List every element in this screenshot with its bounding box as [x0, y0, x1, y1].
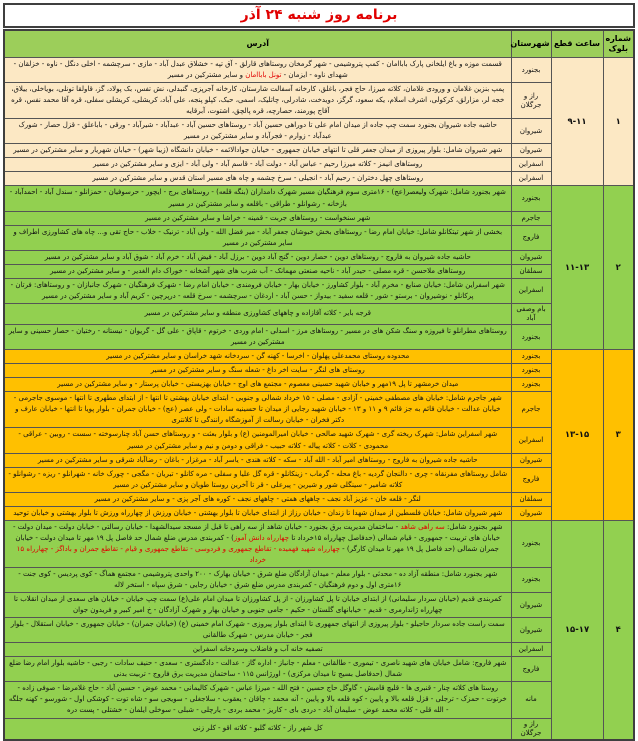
address-cell: [4, 158, 511, 172]
address-text: ) - کمربندی مدرس ضلع شمال حد فاصل پل ۱۹ مهر تا میدان دولت - خیابان جمران شمالی (حد فاصل پل ۱۹ مهر تا میدان کارگر) -: [15, 533, 499, 553]
address-cell: [4, 506, 511, 520]
address-cell: [4, 453, 511, 467]
address-cell: [4, 58, 511, 83]
county-cell: بجنورد: [511, 364, 551, 378]
table-body: [4, 58, 634, 740]
table-row: [4, 506, 634, 520]
county-cell: بجنورد: [511, 350, 551, 364]
address-highlight-text: تونل باباامان: [245, 71, 282, 80]
outage-time-cell: ۱۳-۱۵: [551, 350, 603, 521]
county-cell: شیروان: [511, 250, 551, 264]
county-cell: اسفراین: [511, 643, 551, 657]
table-row: [4, 657, 634, 682]
table-row: [4, 186, 634, 211]
address-cell: [4, 682, 511, 718]
county-cell: بجنورد: [511, 520, 551, 567]
address-cell: [4, 428, 511, 453]
table-row: [4, 225, 634, 250]
table-row: [4, 172, 634, 186]
county-cell: شیروان: [511, 506, 551, 520]
address-cell: [4, 325, 511, 350]
table-row: [4, 593, 634, 618]
address-text: پمپ بنزین غلامان و ورودی غلامان، کلاته میرزا، حاج فجر، باغلق، کارخانه آسفالت شارستان، کارخانه آجرپزی، گنبدلی، نش تفس، بک پولاد، گز، قاولقا تونلی، بویاخلی، ییلاق، خجه لر، مزارلق، کرکولی، اشرف اسلام، یکه سعود، گرگز، دویدخت، شادرلی، چاتلیک، اسمی، حبک، کپلو پنجه، علی آباد، کریشلی، کریشلی سفلی، قره آقا محمد نفس، قره آقاج پورمند، حصارچه، قره پالچق، اشتوت، آبرقایه: [11, 85, 505, 116]
table-row: [4, 144, 634, 158]
outage-time-cell: ۹-۱۱: [551, 58, 603, 186]
table-row: [4, 158, 634, 172]
county-cell: بجنورد: [511, 567, 551, 592]
county-cell: جاجرم: [511, 392, 551, 428]
table-row: [4, 618, 634, 643]
address-cell: [4, 657, 511, 682]
county-cell: اسفراین: [511, 278, 551, 303]
block-number-cell: ۲: [603, 186, 634, 350]
address-text: شهر شیروان شامل: خیابان فلسطین از میدان شهدا تا زندان - خیابان رزاز از ابتدای خیابان تا بلوار بهشتی - خیابان ورزش از چهارراه ورزش تا بلوار بهشتی و خیابان توحید: [13, 508, 503, 517]
block-number-cell: ۳: [603, 350, 634, 521]
address-text: لنگر - قلعه خان - عزیز آباد نجف - چاههای همتی - چاههای نجف - کوره های آجر پزی - و سایر مشترکین در مسیر: [94, 494, 421, 503]
address-cell: [4, 618, 511, 643]
address-text: روستاهای مطرانلو تا فیروزه و سنگ شکن های در مسیر - روستاهای مرز - اسدلی - امام وردی - خرتوم - قاپاق - علی گل - گریوان - نیستانه - رختیان - حصار حسینی و سایر مشترکین در مسیر: [8, 327, 507, 347]
county-cell: مانه: [511, 682, 551, 718]
address-cell: [4, 718, 511, 740]
county-cell: جاجرم: [511, 211, 551, 225]
block-number-cell: ۴: [603, 520, 634, 739]
address-text: قرجه بایر - کلاته آقازاده و چاههای کشاورزی منطقه و سایر مشترکین در مسیر: [144, 309, 371, 318]
address-text: شامل روستاهای مفرنقاه - چری - دالنجان گردیه - باغ محله - گرماب - زینکانلو - قره گل علیا و سفلی - مره کانلو - تبریان - مگجی - چورک خانه - شهرانلو - ریزه - رشوانلو - کلاته شامیر - سینگلی شور و شیرین - پیرعلی - قر تا آخرین روستا طویان و سایر مشترکین در مسیر: [8, 469, 508, 489]
table-header: [4, 30, 634, 58]
county-cell: راز و جرگلان: [511, 718, 551, 740]
address-text: شهر بجنورد شامل: منطقه آزاد ده - محدثی - بلوار معلم - میدان آزادگان ضلع شرق - خیابان بهارک - ۲۰۰ واحدی پتروشیمی - مجتمع هماگ - کوی پردیس - کوی جنت - ۱۶متری اول و دوم فرهنگیان - کمربندی مدرس ضلع شرق - خیابان رجایی - شرق سپاه - استخر لاله: [18, 569, 498, 590]
address-text: شهر بجنورد شامل: شهرک ولیعصر(عج) - ۱۶متری سوم فرهنگیان مسیر شهرک دامداران (بنگه قلعه) - روستاهای برج - ایچور - حرسوفیان - حمزانلو - سندل آباد - احمدآباد - بازخانه - رشوانلو - طراقی - باقلعه و سایر مشترکین در مسیر: [9, 188, 506, 208]
address-cell: [4, 350, 511, 364]
address-text: شهر شیروان شامل: بلوار پیروزی از میدان جعفر قلی تا انتهای خیابان جمهوری - خیابان جوادالائمه - خیابان دانشگاه (زیبا شهر) - خیابان شهریار و سایر مشترکین در مسیر: [13, 146, 503, 155]
address-highlight-text: چهارراه دانش آموز: [233, 533, 289, 542]
address-cell: [4, 264, 511, 278]
table-row: [4, 682, 634, 718]
address-cell: [4, 211, 511, 225]
table-row: [4, 83, 634, 119]
address-cell: [4, 119, 511, 144]
county-cell: بجنورد: [511, 58, 551, 83]
address-text: شهر جاجرم شامل: خیابان های مصطفی خمینی - آزادی - مصلی - ۱۵ خرداد شمالی و جنوبی - ابتدای خیابان بهشتی تا انتها - از ابتدای مطهری تا انتها - موسوی جاجرمی - خیابان عدالت - خیابان قائم به جز قائم ۹ و ۱۱ و ۱۳ - خیابان شهید رجایی از میدان تا حسینیه سادات - ولی عصر (عج) - خیابان جمران - بلوار پویا تا انتها - خیابان عارف و دکتر فخران - خیابان رسالت از آموزشگاه رانندگی تا کلانتری: [13, 394, 502, 425]
address-text: شهر سنخواست - روستاهای جربت - قمینه - خراشا و سایر مشترکین در مسیر: [145, 213, 371, 222]
table-row: [4, 492, 634, 506]
address-cell: [4, 83, 511, 119]
table-row: [4, 58, 634, 83]
county-cell: شیروان: [511, 144, 551, 158]
address-text: قسمت موزه و باغ ایلخانی پارک باباامان - کمپ پتروشیمی - شهر گرمخان روستاهای قارلق - آق تپه - خشلاق عبدل آباد - مازی - سرچشمه - اخلی دنگل - ناوه - خزلقان - شهدای ناوه - ایزمان -: [13, 60, 502, 80]
address-highlight-text: سه راهی شاهد: [400, 522, 445, 531]
address-text: حاشیه جاده شیروان به فاروج - روستاهای امیر آباد - الله آباد - سکه - کلاته هندی - یاسر آباد - مرغزار - باغان - رضاآباد شرقی و سایر مشترکین در مسیر: [37, 455, 478, 464]
address-cell: [4, 303, 511, 324]
address-text: شهر بجنورد شامل:: [444, 522, 503, 531]
county-cell: شیروان: [511, 593, 551, 618]
address-cell: [4, 593, 511, 618]
table-row: [4, 428, 634, 453]
table-row: [4, 264, 634, 278]
address-highlight-text: چهارراه شهید فهمیده - تقاطع جمهوری و فردوسی - تقاطع جمهوری و قیام - تقاطع جمران و باداگز - چهارراه ۱۵ خرداد: [16, 544, 340, 564]
county-cell: اسفراین: [511, 158, 551, 172]
address-cell: [4, 520, 511, 567]
address-cell: [4, 492, 511, 506]
address-text: حاشیه جاده شیروان بجنورد سمت چپ جاده از میدان امام علی تا دوراهی حسین آباد - روستاهای حسین آباد - عبدآباد - شیرآباد - ورقی - باباعلق - قزل حصار - شورک عبدآباد - زوارم - فجرآباد و سایر مشترکین در مسیر: [18, 121, 498, 141]
address-cell: [4, 378, 511, 392]
address-text: تصفیه خانه آب و فاضلاب وسردخانه اسفراین: [192, 645, 323, 654]
county-cell: راز و جرگلان: [511, 83, 551, 119]
address-cell: [4, 567, 511, 592]
table-row: [4, 350, 634, 364]
address-text: شهر اسفراین شامل: شهرک ریخته گری - شهرک شهید صالحی - خیابان امیرالمومنین (ع) و بلوار بعثت - و روستاهای حسن آباد چنارسوخته - سست - روبین - عراقی - محمودی - کلات - کلاته پیاله - کلاته حبیب - فراقی و دومن و نیم و سایر مشترکین در مسیر: [18, 430, 498, 450]
address-cell: [4, 278, 511, 303]
col-header-address: آدرس: [4, 30, 511, 58]
table-row: [4, 250, 634, 264]
table-row: [4, 520, 634, 567]
address-text: سمت راست جاده سردار حاجیلو - بلوار پیروزی از انتهای جمهوری تا ابتدای بلوار پیروزی - شهرک امام خمینی (ع) (خیابان جمران) - خیابان جمهوری - خیابان استقلال - بلوار فجر - خیابان مدرس - شهرک طالقانی: [10, 620, 505, 640]
outage-time-cell: ۱۵-۱۷: [551, 520, 603, 739]
county-cell: بام وصفی آباد: [511, 303, 551, 324]
table-row: [4, 278, 634, 303]
table-row: [4, 567, 634, 592]
col-header-block-number: شماره بلوک: [603, 30, 634, 58]
address-text: محدوده روستای محمدعلی پهلوان - اخرسا - کهنه گن - سردخانه شهد خراسان و سایر مشترکین در مسیر: [106, 352, 410, 361]
county-cell: بجنورد: [511, 378, 551, 392]
col-header-county: شهرستان: [511, 30, 551, 58]
county-cell: شیروان: [511, 618, 551, 643]
table-row: [4, 643, 634, 657]
col-header-outage-time: ساعت قطع: [551, 30, 603, 58]
address-cell: [4, 186, 511, 211]
table-row: [4, 364, 634, 378]
header-row: [4, 30, 634, 58]
address-cell: [4, 364, 511, 378]
table-row: [4, 467, 634, 492]
page-title: برنامه روز شنبه ۲۴ آذر: [3, 3, 635, 28]
address-cell: [4, 144, 511, 158]
county-cell: سملقان: [511, 264, 551, 278]
address-text: بخشی از شهر تیتکانلو شامل: خیابان امام رضا - روستاهای بخش خبوشان جعفر آباد - میر فضل الله - ولی آباد - ترنیک - خلاب - حاج تقی و... چاه های کشاورزی اطراف و سایر مشترکین در مسیر: [13, 227, 503, 247]
county-cell: اسفراین: [511, 428, 551, 453]
address-text: کمربندی قدیم (خیابان سردار سلیمانی) از ابتدای خیابان تا پل کشاورزان - از پل کشاورزان تا میدان امام علی(ع) سمت چپ خیابان - خیابان های سعدی از میدان انقلاب تا چهارراه ژاندارمری - قدیم - خیابانهای گلستان - حکیم - جامی جنوبی و خیابان بهار و شهرک آزادگان - خ امیر کبیر و فریدون جوان: [13, 595, 502, 615]
county-cell: فاروج: [511, 657, 551, 682]
county-cell: فاروج: [511, 467, 551, 492]
address-cell: [4, 392, 511, 428]
address-text: روستاهای انیمز - کلاته میرزا رحیم - عباس آباد - دولت آباد - قاسم آباد - ولی آباد - ایزی و سایر مشترکین در مسیر: [93, 160, 423, 169]
address-cell: [4, 250, 511, 264]
outage-time-cell: ۱۱-۱۳: [551, 186, 603, 350]
county-cell: سملقان: [511, 492, 551, 506]
address-text: روستای های لنگر - سایت اخر داغ - شعله سنگ و سایر مشترکین در مسیر: [150, 366, 365, 375]
address-text: حاشیه جاده شیروان به فاروج - روستاهای دوین - حصار دوین - گنج آباد دوین - برزل آباد - فیض آباد - خرم آباد - شوق آباد و سایر مشترکین در مسیر: [44, 252, 471, 261]
address-text: و سایر مشترکین در مسیر: [167, 71, 246, 80]
address-text: میدان خرمشهر تا پل ۱۹مهر و خیابان شهید حسینی معصوم - مجتمع های اوج - خیابان بهزیستی - خیابان پرستار - و سایر مشترکین در مسیر: [57, 380, 459, 389]
table-row: [4, 718, 634, 740]
address-text: روستا های کلاته چنار - قنبری ها - قلیچ قامیش - گاوگل حاج حسین - فتح الله - میرزا عباس - شهرک کالیمانی - محمد عوض - حسین آباد - حاج غلامرضا - صوفی زاده - خرتوت - حمزک - ترجلی - قزل قلعه بالا و پایین - کوه قلعه بالا و پایین - آنه محمد - چاقان - یعقوب - سلاجغلی - سویجی سو - شاه توت - کوشکی اول - شورسو - کهنه جلگه - الله قلی - کلاته محمد عوض - سلیمان آباد - دردی بای - کاریز - محمد بردی - یارچلی - شبلی - سوخلی ایلمان - خشتلی - پست دره: [8, 684, 507, 715]
address-cell: [4, 467, 511, 492]
table-row: [4, 392, 634, 428]
address-cell: [4, 643, 511, 657]
address-cell: [4, 225, 511, 250]
table-row: [4, 325, 634, 350]
block-number-cell: ۱: [603, 58, 634, 186]
county-cell: فاروج: [511, 225, 551, 250]
address-text: شهر اسفراین شامل: خیابان صنایع - مخرم آباد - بلوار کشاورز - خیابان بهار - خیابان فرومندی - خیابان امام رضا - شهرک فرهنگیان - شهرک جانبازان - و روستاهای: فرتان - پرکانلو - نوشیروان - برستو - شور - قلعه سفید - بیدواز - حسن آباد - اردغان - سرچشمه - سرخ قلعه - درپرچین - کریم آباد و سایر مشترکین در مسیر: [10, 280, 505, 300]
county-cell: شیروان: [511, 119, 551, 144]
address-text: - ساختمان مدیریت برق بجنورد - خیابان شاهد از سه راهی تا قبل از مسجد سیدالشهدا - خیابان رسالتی - خیابان دولت - میدان دولت - خیابان های تربیت - جمهوری - قیام شمالی (حدفاصل چهارراه ۱۵خرداد تا: [12, 522, 501, 542]
address-text: روستاهای چهل دختران - رحیم آباد - انجیلی - سرخ چشمه و چاه های مسیر استان قدس و سایر مشترکین در مسیر: [92, 174, 424, 183]
address-text: کل شهر راز - کلاته گلبو - کلاته اقو - کلر زنی: [192, 724, 323, 733]
county-cell: بجنورد: [511, 186, 551, 211]
address-cell: [4, 172, 511, 186]
table-row: [4, 303, 634, 324]
table-row: [4, 211, 634, 225]
table-row: [4, 378, 634, 392]
address-text: روستاهای ملاحسن - قره مصلی - حیدر آباد - ناحیه صنعتی مهمانک - آب شرب های شهر آشخانه - خوراک دام الغدیر - و سایر مشترکین در مسیر: [50, 266, 466, 275]
table-row: [4, 119, 634, 144]
address-text: شهر فاروج: شامل خیابان های شهید ناصری - تیموری - طالقانی - معلم - جانباز - اداره گاز - عدالت - دادگستری - سعدی - حنیف سادات - رجبی - حاشیه بلوار امام رضا ضلع شمال (حدفاصل بسیج تا میدان مرکزی) - اورژانس ۱۱۵ - ساختمان مدیریت برق فاروج - تربیت بدنی: [9, 659, 507, 679]
table-row: [4, 453, 634, 467]
county-cell: اسفراین: [511, 172, 551, 186]
outage-table: [3, 29, 635, 741]
county-cell: بجنورد: [511, 325, 551, 350]
county-cell: شیروان: [511, 453, 551, 467]
